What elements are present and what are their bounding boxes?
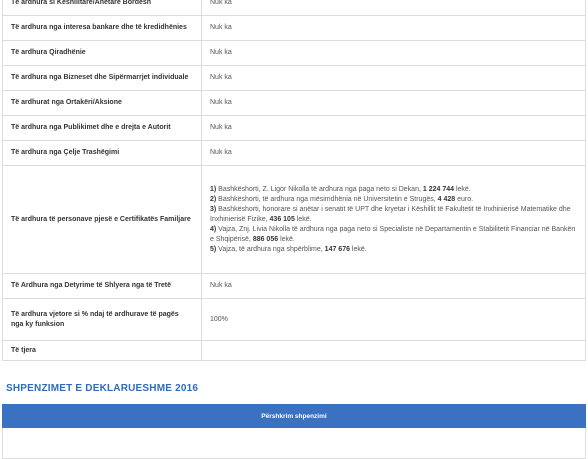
table-row — [3, 0, 586, 16]
table-row — [3, 116, 586, 141]
row-value — [202, 341, 586, 361]
row-label: Të tjera — [3, 341, 202, 361]
family-item: 1) Bashkëshorti, Z. Ligor Nikolla të ardhura nga paga neto si Dekan, 1 224 744 lekë. — [210, 185, 471, 193]
family-item: 4) Vajza, Znj. Livia Nikolla të ardhura nga paga neto si Specialiste në Departamentin e Stabilitetit Financiar në Bankën e Shqipërisë, 886 056 lekë. — [210, 225, 576, 243]
row-value: Nuk ka — [202, 0, 586, 16]
table-row — [3, 341, 586, 361]
row-value: 100% — [202, 299, 586, 341]
row-label: Të ardhura nga interesa bankare dhe të kredidhënies — [3, 16, 202, 41]
row-value: Nuk ka — [202, 116, 586, 141]
section-title: SHPENZIMET E DEKLARUESHME 2016 — [6, 383, 199, 394]
family-details — [202, 166, 586, 274]
table-row — [3, 66, 586, 91]
row-value: Nuk ka — [202, 16, 586, 41]
table-row-family — [3, 166, 586, 274]
income-table — [2, 0, 586, 361]
table-row — [3, 299, 586, 341]
row-label: Të ardhurat nga Ortakëri/Aksione — [3, 91, 202, 116]
row-value: Nuk ka — [202, 274, 586, 299]
table-row — [3, 16, 586, 41]
table-row — [3, 91, 586, 116]
row-value: Nuk ka — [202, 66, 586, 91]
row-value: Nuk ka — [202, 141, 586, 166]
row-label: Të Ardhura nga Detyrime të Shlyera nga të Tretë — [3, 274, 202, 299]
row-label: Të ardhura nga Bizneset dhe Sipërmarrjet individuale — [3, 66, 202, 91]
row-value: Nuk ka — [202, 41, 586, 66]
expenses-table-header — [2, 404, 586, 428]
row-label: Të ardhura nga Çelje Trashëgimi — [3, 141, 202, 166]
family-item: 2) Bashkëshorti, të ardhura nga mësimdhënia në Universitetin e Strugës, 4 428 euro. — [210, 195, 474, 203]
row-value: Nuk ka — [202, 91, 586, 116]
family-item: 3) Bashkëshorti, honorare si anëtar i senatit të UPT dhe kryetar i Këshillit të Fakultetit të Inxhinierisë Matematike dhe Inxhinierisë Fizike, 436 105 lekë. — [210, 205, 571, 223]
column-header: Përshkrim shpenzimi — [261, 412, 327, 420]
table-row — [3, 41, 586, 66]
family-item: 5) Vajza, të ardhura nga shpërblime, 147 676 lekë. — [210, 245, 367, 253]
table-row — [3, 274, 586, 299]
row-label: Të ardhura si Këshilltarë/Anëtarë Bordesh — [3, 0, 202, 16]
expenses-table-body — [2, 428, 586, 459]
table-row — [3, 141, 586, 166]
row-label: Të ardhura vjetore si % ndaj të ardhurave të pagës nga ky funksion — [3, 299, 202, 341]
row-label: Të ardhura të personave pjesë e Certifikatës Familjare — [3, 166, 202, 274]
row-label: Të ardhura nga Publikimet dhe e drejta e Autorit — [3, 116, 202, 141]
row-label: Të ardhura Qiradhënie — [3, 41, 202, 66]
